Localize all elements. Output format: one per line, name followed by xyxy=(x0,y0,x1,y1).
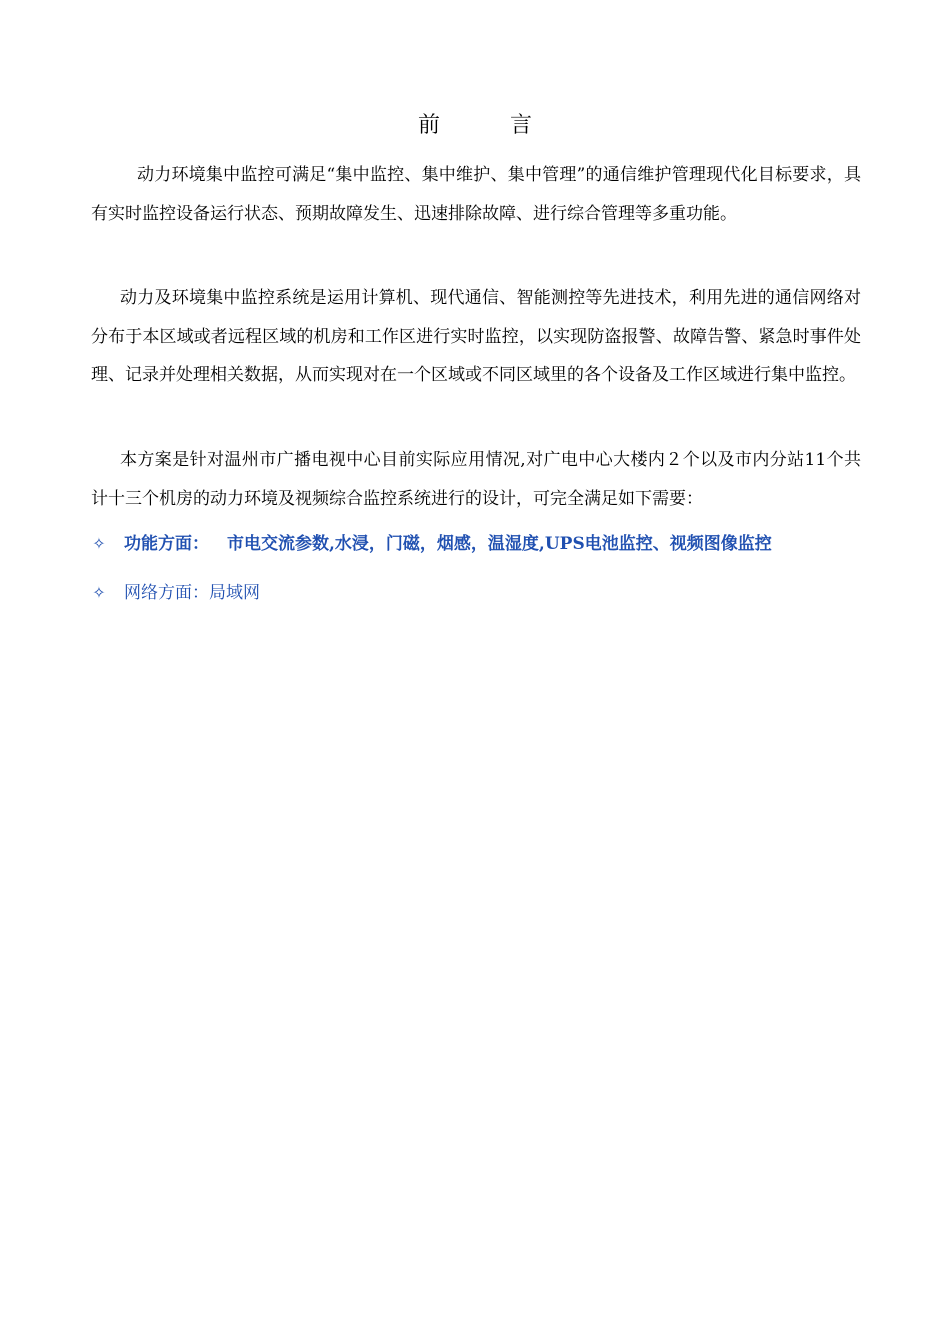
diamond-bullet-icon: ✧ xyxy=(92,534,106,553)
page-title: 前 言 xyxy=(417,113,556,138)
intro-paragraph-2: 动力及环境集中监控系统是运用计算机、现代通信、智能测控等先进技术，利用先进的通信网络对分布于本区域或者远程区域的机房和工作区进行实时监控，以实现防盗报警、故障告警、紧急时事件处理、记录并处理相关数据，从而实现对在一个区域或不同区域里的各个设备及工作区域进行集中监控。 xyxy=(91,288,861,385)
bullet-label: 网络方面： xyxy=(124,583,209,603)
intro-paragraph-1: 动力环境集中监控可满足“集中监控、集中维护、集中管理”的通信维护管理现代化目标要求，具有实时监控设备运行状态、预期故障发生、迅速排除故障、进行综合管理等多重功能。 xyxy=(91,165,861,224)
bullet-text: 局域网 xyxy=(209,583,260,603)
bullet-item-function xyxy=(91,529,891,559)
bullet-item-network xyxy=(91,578,891,608)
bullet-text: 市电交流参数,水浸，门磁，烟感，温湿度,UPS电池监控、视频图像监控 xyxy=(227,534,772,554)
bullet-label: 功能方面： xyxy=(124,534,209,554)
diamond-bullet-icon: ✧ xyxy=(92,583,106,602)
intro-paragraph-3: 本方案是针对温州市广播电视中心目前实际应用情况,对广电中心大楼内２个以及市内分站11个共计十三个机房的动力环境及视频综合监控系统进行的设计，可完全满足如下需要： xyxy=(91,450,861,509)
